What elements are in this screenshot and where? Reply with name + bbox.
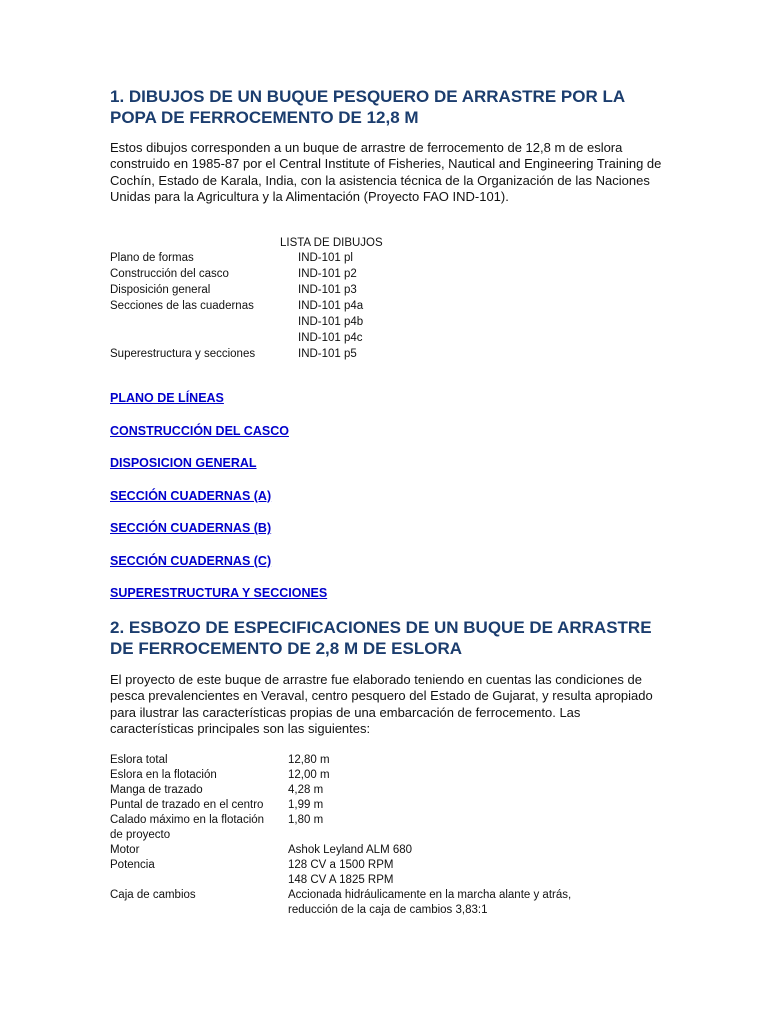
drawing-name: Disposición general [110, 284, 211, 296]
table-row [110, 267, 363, 283]
table-row [110, 768, 628, 783]
section-1-heading: 1. DIBUJOS DE UN BUQUE PESQUERO DE ARRASTRE POR LA POPA DE FERROCEMENTO DE 12,8 M [110, 87, 625, 127]
spec-label: Caja de cambios [110, 889, 196, 901]
spec-label: Manga de trazado [110, 784, 203, 796]
table-row [110, 888, 628, 903]
table-row [110, 783, 628, 798]
drawing-name [110, 315, 298, 331]
spec-label: Motor [110, 844, 140, 856]
spec-value: 12,80 m [288, 754, 330, 766]
spec-label: Calado máximo en la flotación [110, 814, 265, 826]
spec-label: Eslora total [110, 754, 168, 766]
spec-value-continued: reducción de la caja de cambios 3,83:1 [288, 904, 488, 916]
spec-label-continued: de proyecto [110, 829, 171, 841]
table-row [110, 813, 628, 828]
spec-value: 128 CV a 1500 RPM [288, 859, 394, 871]
drawing-code: IND-101 p3 [298, 284, 357, 296]
table-row [110, 798, 628, 813]
section-1-intro: Estos dibujos corresponden a un buque de arrastre de ferrocemento de 12,8 m de eslora construido en 1985-87 por el Central Institute of Fisheries, Nautical and Engineering Training de Cochín, Estado de Karala, India, con la asistencia técnica de la Organización de las Naciones Unidas para la Agricultura y la Alimentación (Proyecto FAO IND-101). [110, 140, 662, 205]
table-row [110, 347, 363, 363]
drawing-name: Superestructura y secciones [110, 348, 256, 360]
drawing-list-table [110, 251, 363, 363]
spec-value: 1,80 m [288, 814, 324, 826]
link-plano-de-lineas[interactable]: PLANO DE LÍNEAS [110, 391, 224, 405]
drawing-code: IND-101 p4b [298, 316, 364, 328]
drawing-code: IND-101 p4c [298, 332, 363, 344]
drawing-code: IND-101 p4a [298, 300, 364, 312]
drawing-list-title: LISTA DE DIBUJOS [280, 237, 383, 249]
spec-value-continued: 148 CV A 1825 RPM [288, 874, 394, 886]
table-row [110, 828, 628, 843]
table-row [110, 858, 628, 873]
link-construccion-del-casco[interactable]: CONSTRUCCIÓN DEL CASCO [110, 423, 289, 438]
link-seccion-cuadernas-a[interactable]: SECCIÓN CUADERNAS (A) [110, 488, 272, 503]
section-2-heading: 2. ESBOZO DE ESPECIFICACIONES DE UN BUQUE DE ARRASTRE DE FERROCEMENTO DE 2,8 M DE ESLORA [110, 618, 652, 658]
drawing-code: IND-101 pl [298, 252, 353, 264]
drawing-name: Plano de formas [110, 252, 194, 264]
spec-label: Potencia [110, 859, 155, 871]
drawing-name: Secciones de las cuadernas [110, 300, 254, 312]
drawing-code: IND-101 p5 [298, 348, 357, 360]
link-seccion-cuadernas-c[interactable]: SECCIÓN CUADERNAS (C) [110, 553, 272, 568]
section-2-intro: El proyecto de este buque de arrastre fue elaborado teniendo en cuentas las condiciones de pesca prevalencientes en Veraval, centro pesquero del Estado de Gujarat, y resulta apropiado para ilustrar las características propias de una embarcación de ferrocemento. Las características principales son las siguientes: [110, 672, 653, 737]
table-row [110, 753, 628, 768]
drawing-name [110, 331, 298, 347]
spec-value: Ashok Leyland ALM 680 [288, 844, 413, 856]
spec-value: 4,28 m [288, 784, 324, 796]
table-row [110, 251, 363, 267]
drawing-code: IND-101 p2 [298, 268, 357, 280]
spec-value: Accionada hidráulicamente en la marcha alante y atrás, [288, 889, 572, 901]
table-row [110, 315, 363, 331]
spec-label: Eslora en la flotación [110, 769, 217, 781]
table-row [110, 903, 628, 918]
link-seccion-cuadernas-b[interactable]: SECCIÓN CUADERNAS (B) [110, 521, 272, 535]
table-row [110, 331, 363, 347]
drawing-links [110, 390, 327, 618]
spec-value: 12,00 m [288, 769, 330, 781]
spec-label: Puntal de trazado en el centro [110, 799, 264, 811]
table-row [110, 843, 628, 858]
table-row [110, 873, 628, 888]
specifications-table [110, 753, 628, 918]
drawing-name: Construcción del casco [110, 268, 229, 280]
table-row [110, 283, 363, 299]
table-row [110, 299, 363, 315]
link-superestructura-y-secciones[interactable]: SUPERESTRUCTURA Y SECCIONES [110, 586, 328, 600]
spec-value: 1,99 m [288, 799, 324, 811]
link-disposicion-general[interactable]: DISPOSICION GENERAL [110, 456, 257, 470]
